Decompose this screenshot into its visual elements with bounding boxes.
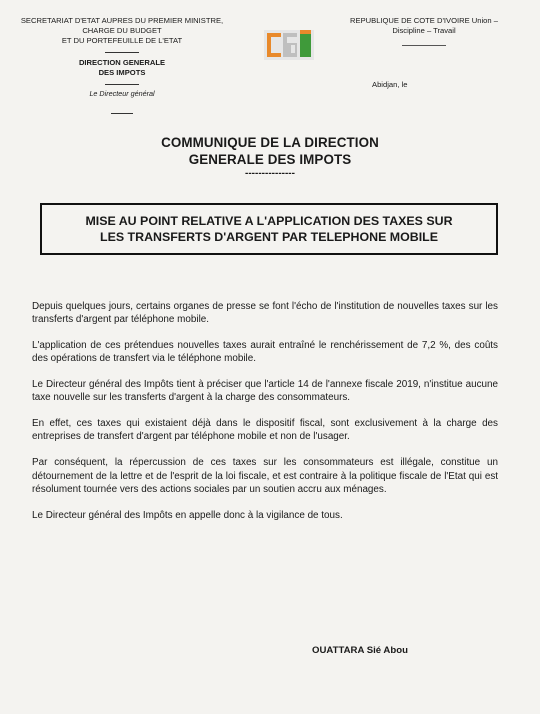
ministry-line-1: SECRETARIAT D'ETAT AUPRES DU PREMIER MINISTRE, xyxy=(20,16,224,25)
header-divider xyxy=(111,113,133,114)
place-date: Abidjan, le xyxy=(372,80,408,89)
title-separator: --------------- xyxy=(245,168,295,179)
paragraph: Le Directeur général des Impôts tient à préciser que l'article 14 de l'annexe fiscale 2019, n'institue aucune taxe nouvelle sur les transferts d'argent à la charge des consommateurs. xyxy=(32,379,498,404)
subject-box xyxy=(40,203,498,255)
paragraph: En effet, ces taxes qui existaient déjà dans le dispositif fiscal, sont exclusivement à la charge des entreprises de transfert d'argent par téléphone mobile et non de l'usager. xyxy=(32,418,498,443)
title-line-1: COMMUNIQUE DE LA DIRECTION xyxy=(161,135,379,150)
paragraph: Le Directeur général des Impôts en appelle donc à la vigilance de tous. xyxy=(32,509,343,521)
header-divider xyxy=(402,45,446,46)
ministry-line-3: ET DU PORTEFEUILLE DE L'ETAT xyxy=(61,36,183,45)
communique-title xyxy=(90,134,450,168)
header-ministry-block xyxy=(8,16,236,114)
direction-line-2: DES IMPOTS xyxy=(98,68,146,77)
dgi-logo-icon xyxy=(264,26,314,64)
direction-line-1: DIRECTION GENERALE xyxy=(78,58,166,67)
subject-line-1: MISE AU POINT RELATIVE A L'APPLICATION DES TAXES SUR xyxy=(85,214,453,228)
paragraph: Par conséquent, la répercussion de ces taxes sur les consommateurs est illégale, constitue un détournement de la lettre et de l'esprit de la loi fiscale, et est contraire à la politique fiscale de l'Etat qui est résolument tournée vers des actions sociales par un soutien accru aux ménages. xyxy=(32,457,498,495)
paragraph: L'application de ces prétendues nouvelles taxes aurait entraîné le renchérissement de 7,2 %, des coûts des opérations de transfert via le téléphone mobile. xyxy=(32,340,498,365)
signature: OUATTARA Sié Abou xyxy=(312,645,408,656)
header-republic-block xyxy=(338,16,510,46)
country-name: REPUBLIQUE DE COTE D'IVOIRE xyxy=(350,16,470,25)
subject-line-2: LES TRANSFERTS D'ARGENT PAR TELEPHONE MOBILE xyxy=(100,230,438,244)
header-divider xyxy=(105,52,139,53)
header-divider xyxy=(105,84,139,85)
paragraph: Depuis quelques jours, certains organes de presse se font l'écho de l'institution de nouvelles taxes sur les transferts d'argent par téléphone mobile. xyxy=(32,301,498,326)
ministry-line-2: CHARGE DU BUDGET xyxy=(82,26,162,35)
director-label: Le Directeur général xyxy=(89,89,155,98)
title-line-2: GENERALE DES IMPOTS xyxy=(188,152,352,167)
national-motto: Union – Discipline – Travail xyxy=(392,16,498,35)
communique-body xyxy=(32,300,498,535)
